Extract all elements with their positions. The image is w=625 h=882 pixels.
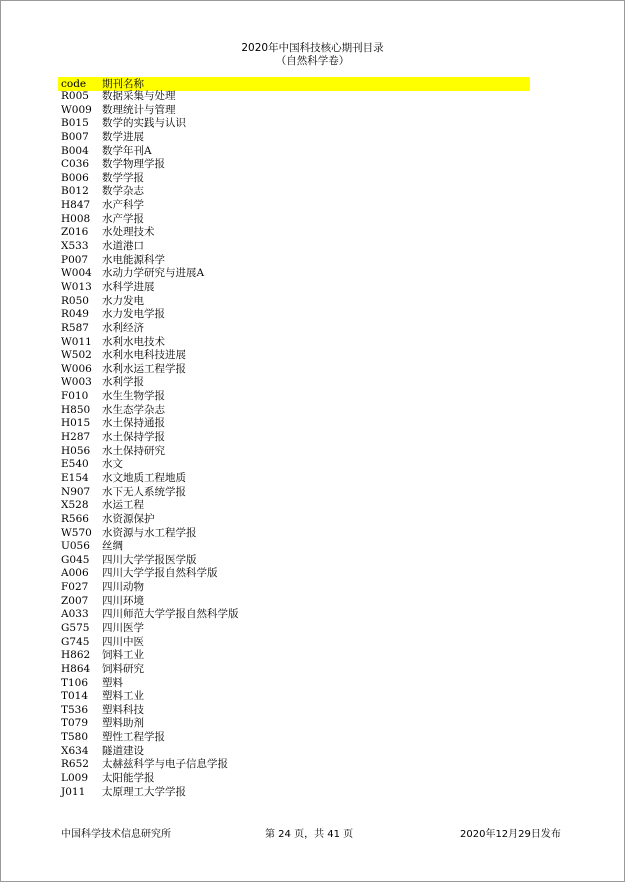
table-row [58, 636, 530, 650]
journal-code: T106 [61, 676, 89, 689]
table-row [58, 90, 530, 104]
table-row [58, 758, 530, 772]
table-row [58, 677, 530, 691]
journal-code: B015 [61, 117, 89, 130]
table-header [58, 77, 530, 91]
journal-name: 水下无人系统学报 [102, 485, 186, 498]
journal-code: X528 [61, 499, 89, 512]
journal-name: 饲料研究 [102, 662, 144, 675]
journal-code: N907 [61, 485, 91, 498]
journal-name: 水力发电学报 [102, 308, 165, 321]
table-row [58, 731, 530, 745]
journal-code: H056 [61, 444, 91, 457]
table-row [58, 663, 530, 677]
table-row [58, 240, 530, 254]
table-row [58, 608, 530, 622]
journal-code: H850 [61, 403, 91, 416]
table-row [58, 458, 530, 472]
table-row [58, 554, 530, 568]
journal-code: G745 [61, 635, 90, 648]
journal-name: 数学的实践与认识 [102, 117, 186, 130]
journal-code: R587 [61, 321, 89, 334]
journal-code: T536 [61, 703, 89, 716]
journal-code: G045 [61, 553, 90, 566]
table-row [58, 104, 530, 118]
journal-code: B012 [61, 185, 89, 198]
table-row [58, 404, 530, 418]
journal-name: 水利水运工程学报 [102, 362, 186, 375]
journal-name: 水资源保护 [102, 512, 155, 525]
journal-name: 塑料 [102, 676, 123, 689]
journal-code: E154 [61, 471, 89, 484]
table-row [58, 199, 530, 213]
journal-code: W003 [61, 376, 92, 389]
table-row [58, 185, 530, 199]
table-row [58, 745, 530, 759]
table-row [58, 226, 530, 240]
journal-code: Z016 [61, 226, 89, 239]
journal-name: 水生态学杂志 [102, 403, 165, 416]
journal-name: 水动力学研究与进展A [102, 267, 205, 280]
journal-name: 四川中医 [102, 635, 144, 648]
footer-publisher: 中国科学技术信息研究所 [61, 829, 171, 840]
journal-code: B006 [61, 171, 89, 184]
journal-name: 水生生物学报 [102, 390, 165, 403]
table-row [58, 595, 530, 609]
table-row [58, 472, 530, 486]
journal-code: W570 [61, 526, 92, 539]
journal-name: 四川大学学报医学版 [102, 553, 197, 566]
journal-name: 水产科学 [102, 199, 144, 212]
journal-name: 丝绸 [102, 540, 123, 553]
journal-code: L009 [61, 772, 89, 785]
journal-code: G575 [61, 621, 90, 634]
journal-code: H008 [61, 212, 91, 225]
journal-code: Z007 [61, 594, 89, 607]
journal-name: 水文 [102, 458, 123, 471]
table-row [58, 213, 530, 227]
table-row [58, 336, 530, 350]
journal-name: 数理统计与管理 [102, 103, 176, 116]
journal-code: X634 [61, 744, 89, 757]
journal-code: R049 [61, 308, 89, 321]
table-row [58, 499, 530, 513]
journal-name: 隧道建设 [102, 744, 144, 757]
journal-code: E540 [61, 458, 89, 471]
journal-code: R652 [61, 758, 89, 771]
table-row [58, 308, 530, 322]
journal-name: 水电能源科学 [102, 253, 165, 266]
table-row [58, 704, 530, 718]
journal-name: 数学杂志 [102, 185, 144, 198]
journal-name: 水运工程 [102, 499, 144, 512]
journal-name: 水利经济 [102, 321, 144, 334]
table-row [58, 322, 530, 336]
journal-code: W011 [61, 335, 92, 348]
table-row [58, 486, 530, 500]
journal-name: 水土保持学报 [102, 431, 165, 444]
journal-code: T580 [61, 731, 89, 744]
journal-code: J011 [61, 785, 86, 798]
table-row [58, 117, 530, 131]
journal-name: 太阳能学报 [102, 772, 155, 785]
table-row [58, 158, 530, 172]
header-code: code [61, 78, 87, 90]
page-subtitle: （自然科学卷） [275, 55, 350, 67]
journal-code: F027 [61, 581, 89, 594]
journal-name: 水力发电 [102, 294, 144, 307]
journal-name: 水资源与水工程学报 [102, 526, 197, 539]
table-row [58, 145, 530, 159]
journal-code: T079 [61, 717, 89, 730]
journal-code: W004 [61, 267, 92, 280]
journal-name: 四川医学 [102, 621, 144, 634]
journal-code: R566 [61, 512, 89, 525]
journal-name: 饲料工业 [102, 649, 144, 662]
journal-list [58, 90, 530, 799]
journal-name: 塑性工程学报 [102, 731, 165, 744]
journal-name: 塑料助剂 [102, 717, 144, 730]
journal-code: H862 [61, 649, 91, 662]
journal-code: W502 [61, 349, 92, 362]
journal-name: 四川大学学报自然科学版 [102, 567, 218, 580]
journal-code: A006 [61, 567, 89, 580]
table-row [58, 417, 530, 431]
journal-name: 数学进展 [102, 130, 144, 143]
journal-name: 四川师范大学学报自然科学版 [102, 608, 239, 621]
table-row [58, 281, 530, 295]
table-row [58, 131, 530, 145]
journal-name: 水处理技术 [102, 226, 155, 239]
journal-name: 四川环境 [102, 594, 144, 607]
footer-date: 2020年12月29日发布 [460, 829, 561, 840]
table-row [58, 513, 530, 527]
table-row [58, 390, 530, 404]
table-row [58, 295, 530, 309]
table-row [58, 581, 530, 595]
table-row [58, 172, 530, 186]
table-row [58, 649, 530, 663]
journal-code: W013 [61, 280, 92, 293]
journal-code: C036 [61, 158, 90, 171]
table-row [58, 349, 530, 363]
footer-page-number: 第 24 页，共 41 页 [265, 829, 354, 840]
header-journal-name: 期刊名称 [102, 78, 144, 90]
journal-code: H015 [61, 417, 91, 430]
journal-name: 水产学报 [102, 212, 144, 225]
table-row [58, 254, 530, 268]
table-row [58, 445, 530, 459]
journal-name: 水利水电技术 [102, 335, 165, 348]
journal-code: P007 [61, 253, 89, 266]
journal-code: H287 [61, 431, 91, 444]
journal-code: W006 [61, 362, 92, 375]
journal-name: 数学年刊A [102, 144, 152, 157]
journal-code: T014 [61, 690, 89, 703]
journal-name: 水文地质工程地质 [102, 471, 186, 484]
journal-name: 数学学报 [102, 171, 144, 184]
table-row [58, 431, 530, 445]
journal-code: H847 [61, 199, 91, 212]
journal-name: 水土保持研究 [102, 444, 165, 457]
journal-code: B007 [61, 130, 89, 143]
journal-name: 水土保持通报 [102, 417, 165, 430]
journal-name: 水利水电科技进展 [102, 349, 186, 362]
table-row [58, 622, 530, 636]
journal-name: 四川动物 [102, 581, 144, 594]
table-row [58, 540, 530, 554]
table-row [58, 690, 530, 704]
journal-name: 塑料科技 [102, 703, 144, 716]
journal-name: 水道港口 [102, 240, 144, 253]
journal-name: 水利学报 [102, 376, 144, 389]
journal-name: 太赫兹科学与电子信息学报 [102, 758, 228, 771]
journal-name: 水科学进展 [102, 280, 155, 293]
journal-code: R050 [61, 294, 89, 307]
journal-code: U056 [61, 540, 90, 553]
journal-name: 塑料工业 [102, 690, 144, 703]
table-row [58, 772, 530, 786]
journal-code: R005 [61, 90, 89, 102]
journal-code: X533 [61, 240, 89, 253]
journal-code: B004 [61, 144, 89, 157]
journal-code: F010 [61, 390, 89, 403]
table-row [58, 363, 530, 377]
journal-name: 数据采集与处理 [102, 90, 176, 102]
journal-code: W009 [61, 103, 92, 116]
journal-name: 数学物理学报 [102, 158, 165, 171]
table-row [58, 567, 530, 581]
table-row [58, 527, 530, 541]
page-title: 2020年中国科技核心期刊目录 [241, 42, 384, 54]
journal-code: H864 [61, 662, 91, 675]
journal-name: 太原理工大学学报 [102, 785, 186, 798]
journal-code: A033 [61, 608, 89, 621]
table-row [58, 376, 530, 390]
table-row [58, 786, 530, 800]
table-row [58, 267, 530, 281]
table-row [58, 717, 530, 731]
